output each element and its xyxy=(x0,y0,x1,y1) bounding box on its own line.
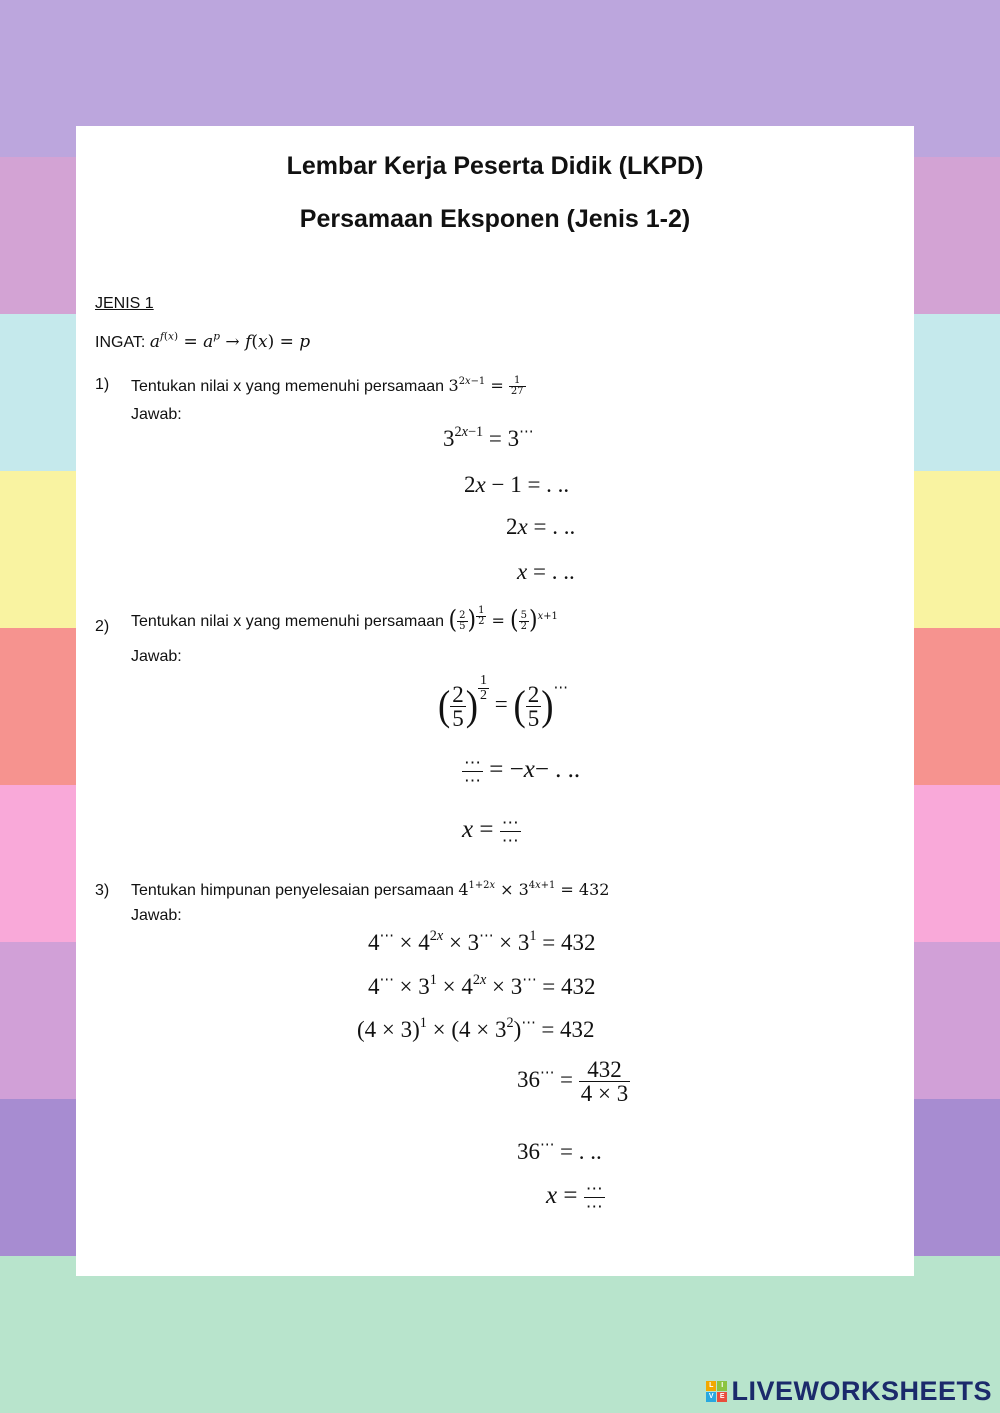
question-1-text: Tentukan nilai x yang memenuhi persamaan xyxy=(131,378,445,395)
liveworksheets-logo xyxy=(706,1376,992,1407)
q3-step-1: $4^\cdots \times 4^{2x} \times 3^\cdots \times 3^1 = 432$ xyxy=(368,928,596,955)
q3-step-6: x = $\frac{\cdots}{\cdots}$ xyxy=(546,1179,603,1216)
question-3-equation: $4^{1+2x} \times 3^{4x+1} = 432$ xyxy=(458,880,610,899)
liveworksheets-logo-icon: L I V E xyxy=(706,1381,727,1402)
q1-step-3: 2x = . .. xyxy=(506,514,576,539)
question-3-text: Tentukan himpunan penyelesaian persamaan xyxy=(131,882,454,899)
q3-step-2: $4^\cdots \times 3^1 \times 4^{2x} \times 3^\cdots = 432$ xyxy=(368,972,596,999)
section-label: JENIS 1 xyxy=(95,295,154,312)
q2-step-1: ( $\frac{2}{5}$ ) $^{\frac{1}{2}}$ = ( $\frac{2}{5}$ )⋯ xyxy=(438,673,568,731)
worksheet-title: Lembar Kerja Peserta Didik (LKPD) xyxy=(286,152,704,180)
q3-step-4: 36⋯ = $\frac{432}{4 \times 3}$ xyxy=(517,1057,629,1106)
question-1-number: 1) xyxy=(95,376,110,393)
question-2-answer-label: Jawab: xyxy=(131,648,182,665)
ingat-line xyxy=(95,332,310,352)
question-1-answer-label: Jawab: xyxy=(131,406,182,423)
question-2-text: Tentukan nilai x yang memenuhi persamaan xyxy=(131,612,445,630)
question-3-number: 3) xyxy=(95,882,110,899)
q2-step-2: $\frac{\cdots}{\cdots}$ = −x− . .. xyxy=(464,753,581,790)
question-1-equation: $3^{2x-1}$ = $\frac{1}{27}$ xyxy=(448,375,524,397)
q2-step-3: x = $\frac{\cdots}{\cdots}$ xyxy=(462,813,519,850)
worksheet-page xyxy=(76,126,914,1276)
q1-step-2: 2x − 1 = . .. xyxy=(464,472,570,497)
q3-step-5: 36⋯ = . .. xyxy=(517,1137,602,1164)
worksheet-subtitle: Persamaan Eksponen (Jenis 1-2) xyxy=(299,205,691,233)
question-2-equation: ( $\frac{2}{5}$ ) $^{\frac{1}{2}}$ = ( $\frac{5}{2}$ )$^{x+1}$ xyxy=(448,605,558,636)
q1-step-4: x = . .. xyxy=(517,559,575,584)
question-2-text-line xyxy=(131,605,558,636)
question-3-answer-label: Jawab: xyxy=(131,907,182,924)
ingat-label: INGAT: xyxy=(95,334,146,351)
question-3-text-line xyxy=(131,880,609,900)
ingat-rule: $a^{f(x)} = a^p \to f(x) = p$ xyxy=(149,330,311,352)
question-2-number: 2) xyxy=(95,618,110,635)
q1-step-1: $3^{2x-1} = 3^\cdots$ xyxy=(443,424,534,451)
question-1-text-line xyxy=(131,376,526,397)
liveworksheets-logo-text: LIVEWORKSHEETS xyxy=(731,1376,992,1406)
q3-step-3: $(4 \times 3)^1 \times (4 \times 3^2)^\cdots = 432$ xyxy=(357,1015,595,1042)
